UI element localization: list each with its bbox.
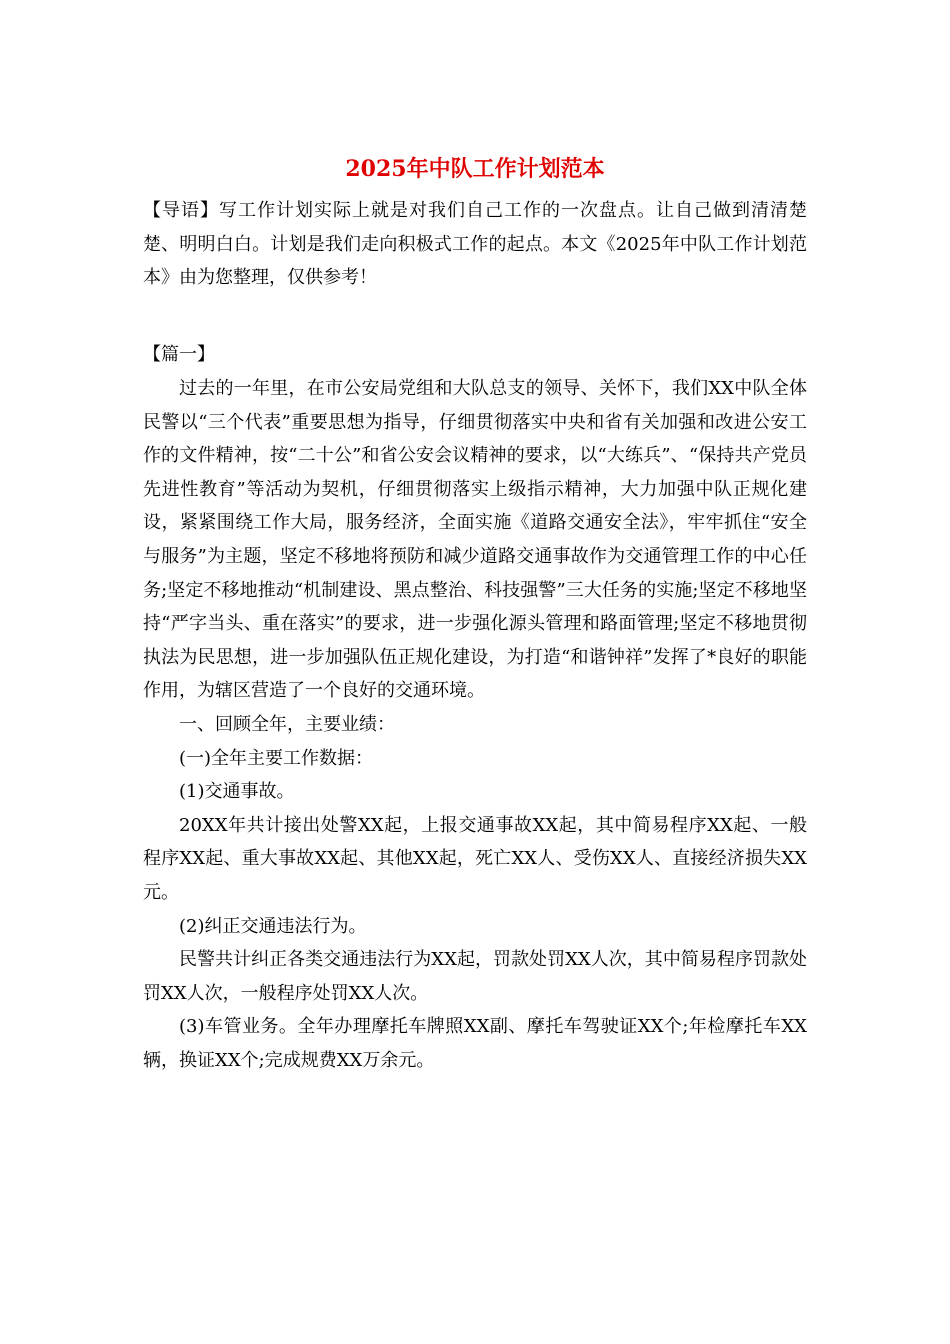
document-title: 2025年中队工作计划范本 [345,156,605,182]
body-paragraph: (一)全年主要工作数据： [179,747,374,769]
body-paragraph: 民警共计纠正各类交通违法行为XX起，罚款处罚XX人次，其中简易程序罚款处罚XX人次，一般程序处罚XX人次。 [143,949,807,1004]
body-paragraph: (1)交通事故。 [179,781,295,803]
section-label: 【篇一】 [143,344,215,365]
body-paragraph: 20XX年共计接出处警XX起，上报交通事故XX起，其中简易程序XX起、一般程序XX起、重大事故XX起、其他XX起，死亡XX人、受伤XX人、直接经济损失XX元。 [143,814,807,903]
document-body [143,372,807,1077]
body-paragraph: (2)纠正交通违法行为。 [179,915,367,937]
body-paragraph: 过去的一年里，在市公安局党组和大队总支的领导、关怀下，我们XX中队全体民警以“三个代表”重要思想为指导，仔细贯彻落实中央和省有关加强和改进公安工作的文件精神，按“二十公”和省公安会议精神的要求，以“大练兵”、“保持共产党员先进性教育”等活动为契机，仔细贯彻落实上级指示精神，大力加强中队正规化建设，紧紧围绕工作大局，服务经济，全面实施《道路交通安全法》，牢牢抓住“安全与服务”为主题，坚定不移地将预防和减少道路交通事故作为交通管理工作的中心任务;坚定不移地推动“机制建设、黑点整治、科技强警”三大任务的实施;坚定不移地坚持“严字当头、重在落实”的要求，进一步强化源头管理和路面管理;坚定不移地贯彻执法为民思想，进一步加强队伍正规化建设，为打造“和谐钟祥”发挥了*良好的职能作用，为辖区营造了一个良好的交通环境。 [143,378,807,702]
body-paragraph: 一、回顾全年，主要业绩： [179,713,395,735]
body-paragraph: (3)车管业务。全年办理摩托车牌照XX副、摩托车驾驶证XX个;年检摩托车XX辆，换证XX个;完成规费XX万余元。 [143,1016,807,1071]
intro-paragraph: 【导语】写工作计划实际上就是对我们自己工作的一次盘点。让自己做到清清楚楚、明明白白。计划是我们走向积极式工作的起点。本文《2025年中队工作计划范本》由为您整理，仅供参考！ [143,200,807,289]
